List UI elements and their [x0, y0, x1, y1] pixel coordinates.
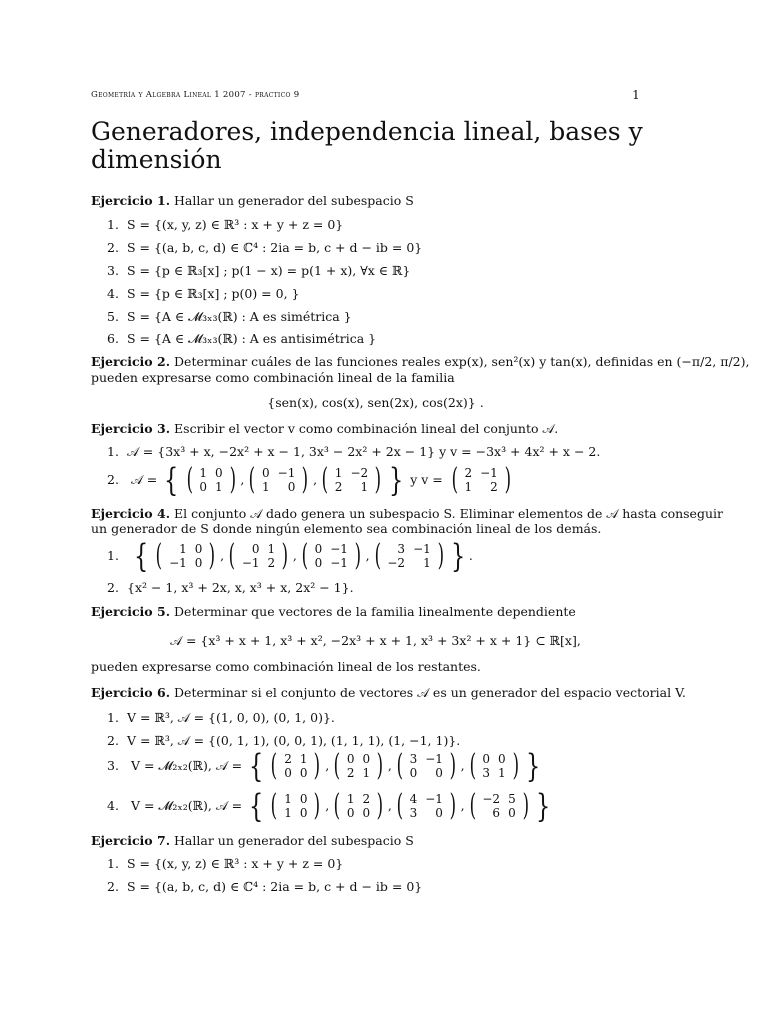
matrix-group	[182, 462, 386, 497]
exercise-text-continued: un generador de S donde ningún elemento sea combinación lineal de los demás.	[91, 521, 602, 536]
matrix-entry: 0	[435, 806, 443, 820]
matrix-entry: 1	[262, 480, 270, 494]
matrix-entry: 0	[194, 542, 203, 556]
matrix-entry: 2	[490, 480, 498, 494]
exercise-heading: Ejercicio 5.	[91, 604, 171, 619]
matrix-entry: 0	[284, 766, 292, 780]
exercise-text: Escribir el vector v como combinación lineal del conjunto 𝒜.	[174, 421, 559, 436]
comma: ,	[387, 798, 392, 813]
running-header	[91, 90, 640, 106]
right-brace: }	[536, 787, 551, 825]
matrix-entry: 0	[435, 766, 443, 780]
matrix: ( 0 0 3 1 )	[469, 748, 519, 783]
matrix-entry: 0	[314, 542, 323, 556]
exercise-text: Determinar si el conjunto de vectores 𝒜 es un generador del espacio vectorial V.	[174, 685, 686, 700]
matrix-entry: 1	[284, 792, 292, 806]
matrix-entry: 2	[362, 792, 371, 806]
list-item: 2. V = ℝ³, 𝒜 = {(0, 1, 1), (0, 0, 1), (1, 1, 1), (1, −1, 1)}.	[107, 733, 461, 748]
matrix: ( 0 0 2 1 )	[333, 748, 384, 783]
exercise-text: Hallar un generador del subespacio S	[174, 193, 414, 208]
left-brace: {	[249, 787, 264, 825]
display-formula: 𝒜 = {x³ + x + 1, x³ + x², −2x³ + x + 1, x³ + 3x² + x + 1} ⊂ ℝ[x],	[170, 633, 581, 648]
matrix-entry: 0	[194, 556, 203, 570]
matrix-entry: 5	[508, 792, 516, 806]
matrix-entry: 2	[346, 766, 355, 780]
matrix-entry: 2	[334, 480, 343, 494]
matrix-entry: 1	[179, 542, 187, 556]
matrix-entry: 0	[199, 480, 207, 494]
matrix-entry: 6	[492, 806, 501, 820]
matrix: ( 2 1 0 0 )	[271, 748, 321, 783]
exercise-heading: Ejercicio 6.	[91, 685, 171, 700]
matrix-entry: −1	[413, 542, 431, 556]
list-item: 3. V = 𝓜₂ₓ₂(ℝ), 𝒜 = { ( 2 1 0 0 ) , ( 0 0 2 1 ) , ( 3 −1 0 0 ) , ( 0 0 3 1 ) }	[107, 747, 541, 785]
matrix-entry: −1	[480, 466, 498, 480]
comma: ,	[387, 758, 392, 773]
matrix: ( 1 2 0 0 )	[333, 788, 384, 823]
list-item: 2. 𝒜 = { ( 1 0 0 1 ) , ( 0 −1 1 0 ) , ( 1 −2 2 1 ) } y v = ( 2 −1 1 2 )	[107, 464, 516, 500]
matrix-entry: 1	[334, 466, 343, 480]
matrix-entry: 3	[482, 766, 490, 780]
left-brace: {	[134, 537, 149, 575]
matrix: ( 0 −1 0 −1 )	[301, 538, 362, 573]
exercise-heading: Ejercicio 3.	[91, 421, 171, 436]
comma: ,	[325, 798, 330, 813]
matrix: ( −2 5 6 0 )	[469, 788, 529, 823]
exercise-heading: Ejercicio 7.	[91, 833, 171, 848]
matrix-entry: 2	[284, 752, 292, 766]
display-formula: {sen(x), cos(x), sen(2x), cos(2x)} .	[267, 395, 484, 410]
matrix-entry: 0	[346, 806, 355, 820]
matrix-entry: 1	[199, 466, 207, 480]
comma: ,	[292, 548, 297, 563]
matrix-entry: 0	[299, 806, 308, 820]
page-title: Generadores, independencia lineal, bases y dimensión	[91, 117, 643, 174]
left-brace: {	[249, 747, 264, 785]
right-brace: }	[451, 537, 466, 575]
comma: ,	[240, 472, 245, 487]
matrix-entry: 1	[464, 480, 473, 494]
exercise-heading: Ejercicio 4.	[91, 506, 171, 521]
exercise-7	[91, 833, 414, 849]
matrix: ( 3 −1 −2 1 )	[374, 538, 444, 573]
exercise-text: El conjunto 𝒜 dado genera un subespacio S. Eliminar elementos de 𝒜 hasta conseguir	[174, 506, 723, 521]
right-brace: }	[388, 461, 404, 499]
matrix-entry: 1	[214, 480, 223, 494]
list-item: 6. S = {A ∈ 𝓜₃ₓ₃(ℝ) : A es antisimétrica }	[107, 331, 377, 346]
left-brace: {	[164, 461, 179, 499]
matrix-entry: 0	[362, 806, 371, 820]
matrix-group	[151, 538, 448, 573]
matrix-entry: 3	[409, 752, 418, 766]
matrix: ( 3 −1 0 0 )	[396, 748, 457, 783]
exercise-text: Determinar cuáles de las funciones reales exp(x), sen²(x) y tan(x), definidas en (−π/2, π/2),	[174, 354, 750, 369]
comma: ,	[460, 758, 465, 773]
list-item: 1. 𝒜 = {3x³ + x, −2x² + x − 1, 3x³ − 2x² + 2x − 1} y v = −3x³ + 4x² + x − 2.	[107, 444, 601, 459]
matrix-entry: 3	[397, 542, 406, 556]
matrix-entry: 3	[409, 806, 418, 820]
matrix-entry: 0	[482, 752, 490, 766]
matrix-entry: 0	[508, 806, 516, 820]
exercise-5	[91, 604, 576, 620]
matrix-entry: −2	[482, 792, 501, 806]
matrix-entry: 0	[299, 792, 308, 806]
matrix-entry: −1	[425, 752, 443, 766]
list-item: 4. S = {p ∈ ℝ₃[x] ; p(0) = 0, }	[107, 286, 300, 301]
matrix-entry: 1	[423, 556, 431, 570]
list-item: 1. { ( 1 0 −1 0 ) , ( 0 1 −1 2 ) , ( 0 −1 0 −1 ) , ( 3 −1 −2 1 ) } .	[107, 537, 473, 575]
matrix-entry: 1	[346, 792, 355, 806]
matrix-entry: 2	[267, 556, 276, 570]
matrix-entry: 0	[262, 466, 270, 480]
comma: ,	[365, 548, 370, 563]
exercise-1	[91, 193, 414, 209]
matrix: ( 1 −2 2 1 )	[321, 462, 382, 497]
matrix-entry: −1	[330, 556, 348, 570]
list-item: 1. S = {(x, y, z) ∈ ℝ³ : x + y + z = 0}	[107, 856, 344, 871]
matrix-entry: 1	[498, 766, 506, 780]
matrix-entry: 2	[464, 466, 473, 480]
exercise-4	[91, 506, 723, 522]
exercise-text-continued: pueden expresarse como combinación lineal de la familia	[91, 370, 455, 385]
matrix-entry: 0	[314, 556, 323, 570]
matrix-entry: 1	[284, 806, 292, 820]
comma: ,	[220, 548, 225, 563]
matrix-entry: 0	[299, 766, 308, 780]
comma: ,	[325, 758, 330, 773]
matrix-entry: −1	[330, 542, 348, 556]
matrix: ( 1 0 1 0 )	[271, 788, 321, 823]
exercise-6	[91, 685, 686, 701]
matrix: ( 2 −1 1 2 )	[451, 462, 511, 497]
list-item: 3. S = {p ∈ ℝ₃[x] ; p(1 − x) = p(1 + x), ∀x ∈ ℝ}	[107, 263, 411, 278]
list-item: 1. S = {(x, y, z) ∈ ℝ³ : x + y + z = 0}	[107, 217, 344, 232]
matrix-entry: −1	[425, 792, 443, 806]
matrix-entry: 0	[346, 752, 355, 766]
matrix-entry: 0	[287, 480, 296, 494]
exercise-text: Hallar un generador del subespacio S	[174, 833, 414, 848]
exercise-3	[91, 421, 558, 437]
matrix-entry: 0	[409, 766, 418, 780]
comma: ,	[313, 472, 318, 487]
matrix-entry: 0	[498, 752, 506, 766]
matrix: ( 4 −1 3 0 )	[396, 788, 457, 823]
list-item: 2. S = {(a, b, c, d) ∈ ℂ⁴ : 2ia = b, c + d − ib = 0}	[107, 879, 423, 894]
comma: ,	[460, 798, 465, 813]
matrix-entry: −1	[169, 556, 187, 570]
matrix-entry: −2	[387, 556, 406, 570]
matrix-entry: −1	[241, 556, 260, 570]
matrix: ( 0 −1 1 0 )	[248, 462, 309, 497]
list-item: 2. S = {(a, b, c, d) ∈ ℂ⁴ : 2ia = b, c + d − ib = 0}	[107, 240, 423, 255]
matrix-entry: 4	[409, 792, 418, 806]
list-item: 1. V = ℝ³, 𝒜 = {(1, 0, 0), (0, 1, 0)}.	[107, 710, 335, 725]
exercise-text-continued: pueden expresarse como combinación lineal de los restantes.	[91, 659, 481, 674]
matrix-entry: 1	[362, 766, 371, 780]
running-title: Geometría y Algebra Lineal 1 2007 - practico 9	[91, 90, 300, 100]
list-item: 4. V = 𝓜₂ₓ₂(ℝ), 𝒜 = { ( 1 0 1 0 ) , ( 1 2 0 0 ) , ( 4 −1 3 0 ) , ( −2 5 6 0 ) }	[107, 787, 551, 825]
matrix: ( 0 1 −1 2 )	[228, 538, 289, 573]
matrix-entry: 1	[299, 752, 308, 766]
exercise-heading: Ejercicio 2.	[91, 354, 171, 369]
matrix-entry: 0	[214, 466, 223, 480]
matrix-entry: 1	[360, 480, 369, 494]
page-number: 1	[632, 88, 640, 102]
matrix-v	[447, 462, 516, 497]
exercise-heading: Ejercicio 1.	[91, 193, 171, 208]
matrix-entry: −2	[350, 466, 369, 480]
matrix-entry: 1	[267, 542, 276, 556]
list-item: 2. {x² − 1, x³ + 2x, x, x³ + x, 2x² − 1}.	[107, 580, 354, 595]
matrix: ( 1 0 −1 0 )	[155, 538, 216, 573]
matrix-entry: 0	[362, 752, 371, 766]
matrix-entry: −1	[277, 466, 296, 480]
matrix: ( 1 0 0 1 )	[186, 462, 236, 497]
exercise-2	[91, 354, 749, 370]
list-item: 5. S = {A ∈ 𝓜₃ₓ₃(ℝ) : A es simétrica }	[107, 309, 352, 324]
exercise-text: Determinar que vectores de la familia linealmente dependiente	[174, 604, 576, 619]
right-brace: }	[526, 747, 541, 785]
matrix-entry: 0	[251, 542, 260, 556]
